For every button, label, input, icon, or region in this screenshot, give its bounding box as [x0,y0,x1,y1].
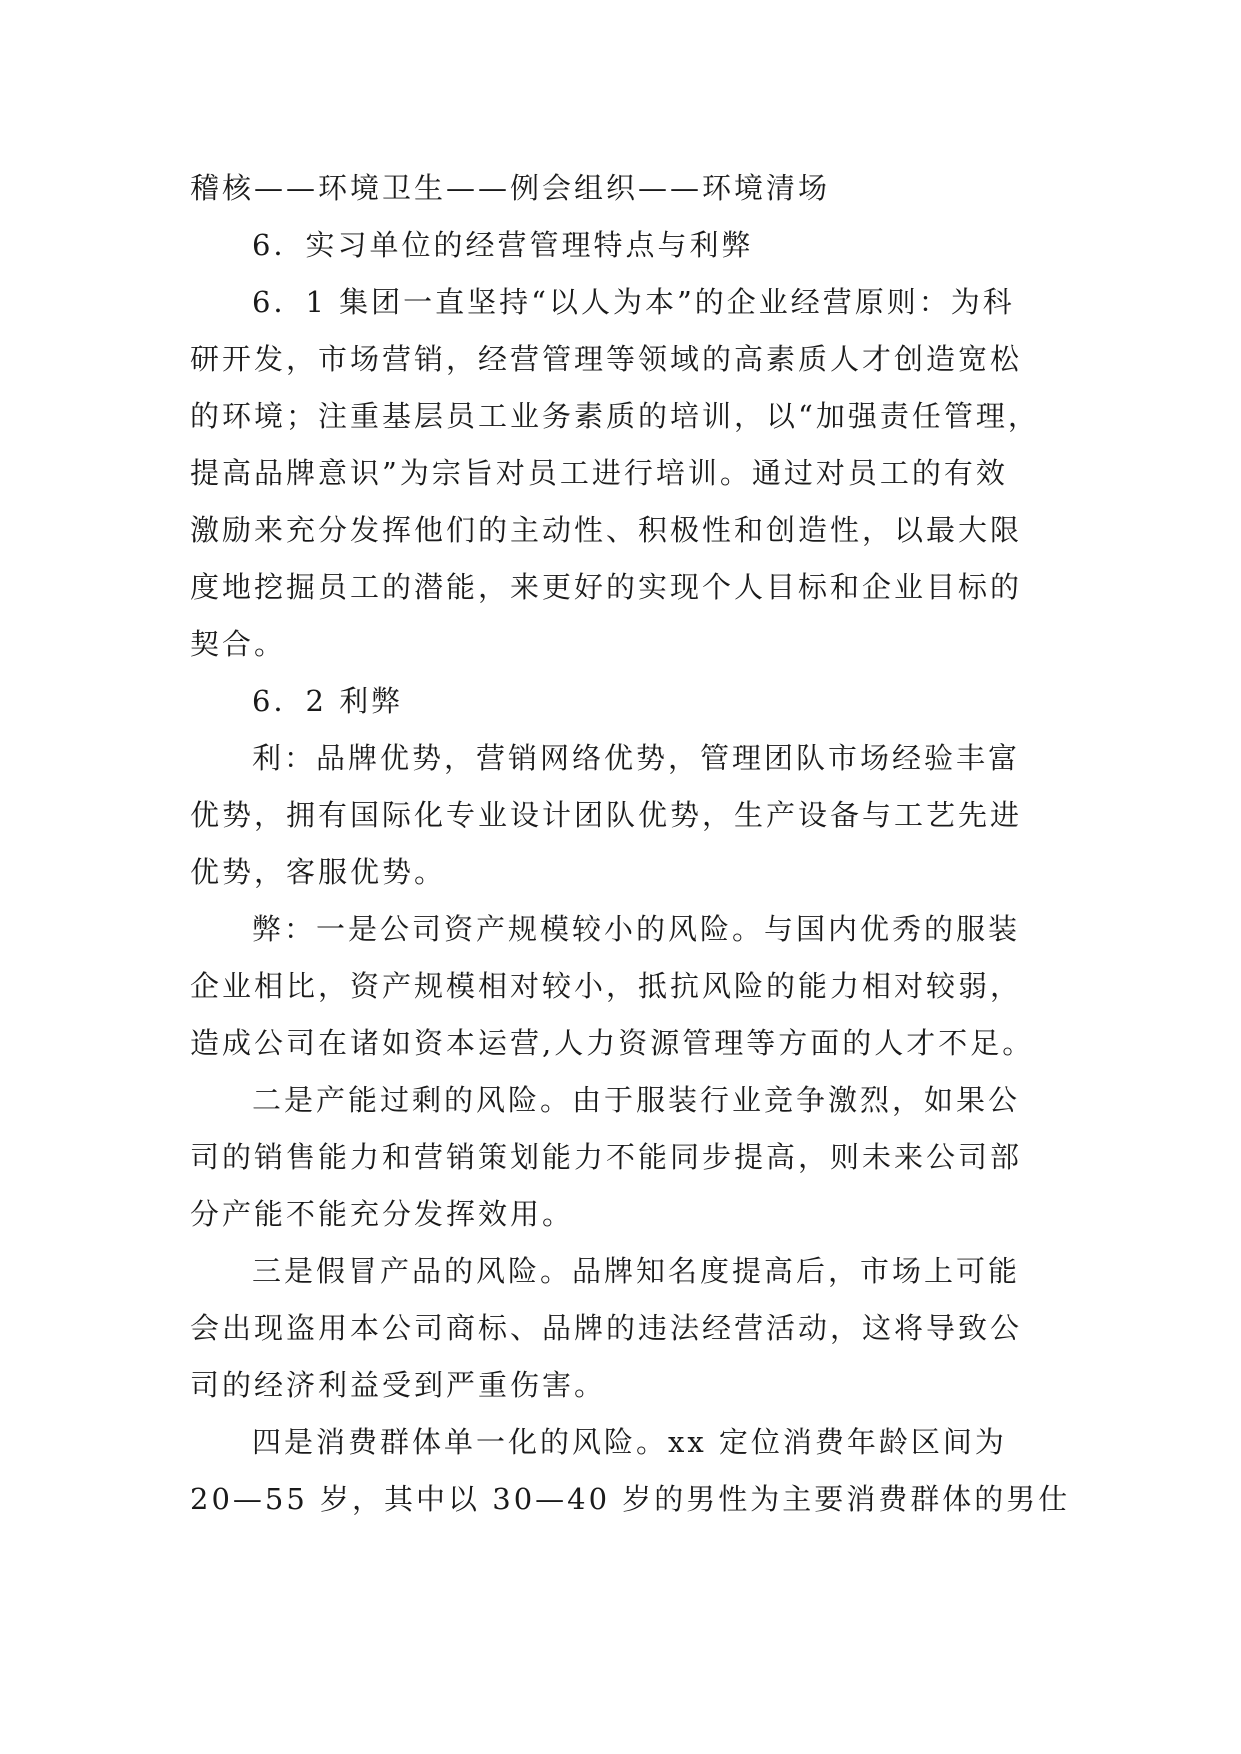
text-line: 三是假冒产品的风险。品牌知名度提高后，市场上可能 [252,1254,1021,1288]
text-line: 企业相比，资产规模相对较小，抵抗风险的能力相对较弱， [190,969,1023,1003]
text-line: 四是消费群体单一化的风险。xx 定位消费年龄区间为 [252,1425,1007,1459]
text-line: 稽核——环境卫生——例会组织——环境清场 [190,171,831,205]
text-line: 利：品牌优势，营销网络优势，管理团队市场经验丰富 [252,741,1021,775]
text-line: 会出现盗用本公司商标、品牌的违法经营活动，这将导致公 [190,1311,1023,1345]
text-line: 的环境；注重基层员工业务素质的培训，以“加强责任管理， [190,399,1040,433]
text-line: 激励来充分发挥他们的主动性、积极性和创造性，以最大限 [190,513,1023,547]
text-line: 造成公司在诸如资本运营,人力资源管理等方面的人才不足。 [190,1026,1035,1060]
text-line: 研开发，市场营销，经营管理等领域的高素质人才创造宽松 [190,342,1023,376]
text-line: 优势，客服优势。 [190,855,447,889]
text-line: 弊：一是公司资产规模较小的风险。与国内优秀的服装 [252,912,1021,946]
text-line: 司的经济利益受到严重伤害。 [190,1368,607,1402]
text-line: 度地挖掘员工的潜能，来更好的实现个人目标和企业目标的 [190,570,1023,604]
text-line: 提高品牌意识”为宗旨对员工进行培训。通过对员工的有效 [190,456,1008,490]
text-line: 分产能不能充分发挥效用。 [190,1197,575,1231]
document-body [190,160,1071,1528]
text-line: 6．2 利弊 [252,684,404,718]
text-line: 司的销售能力和营销策划能力不能同步提高，则未来公司部 [190,1140,1023,1174]
text-line: 契合。 [190,627,287,661]
text-line: 二是产能过剩的风险。由于服装行业竞争激烈，如果公 [252,1083,1021,1117]
text-line: 优势，拥有国际化专业设计团队优势，生产设备与工艺先进 [190,798,1023,832]
text-line: 6．实习单位的经营管理特点与利弊 [252,228,754,262]
text-line: 6．1 集团一直坚持“以人为本”的企业经营原则：为科 [252,285,1015,319]
text-line: 20—55 岁，其中以 30—40 岁的男性为主要消费群体的男仕 [190,1482,1071,1516]
